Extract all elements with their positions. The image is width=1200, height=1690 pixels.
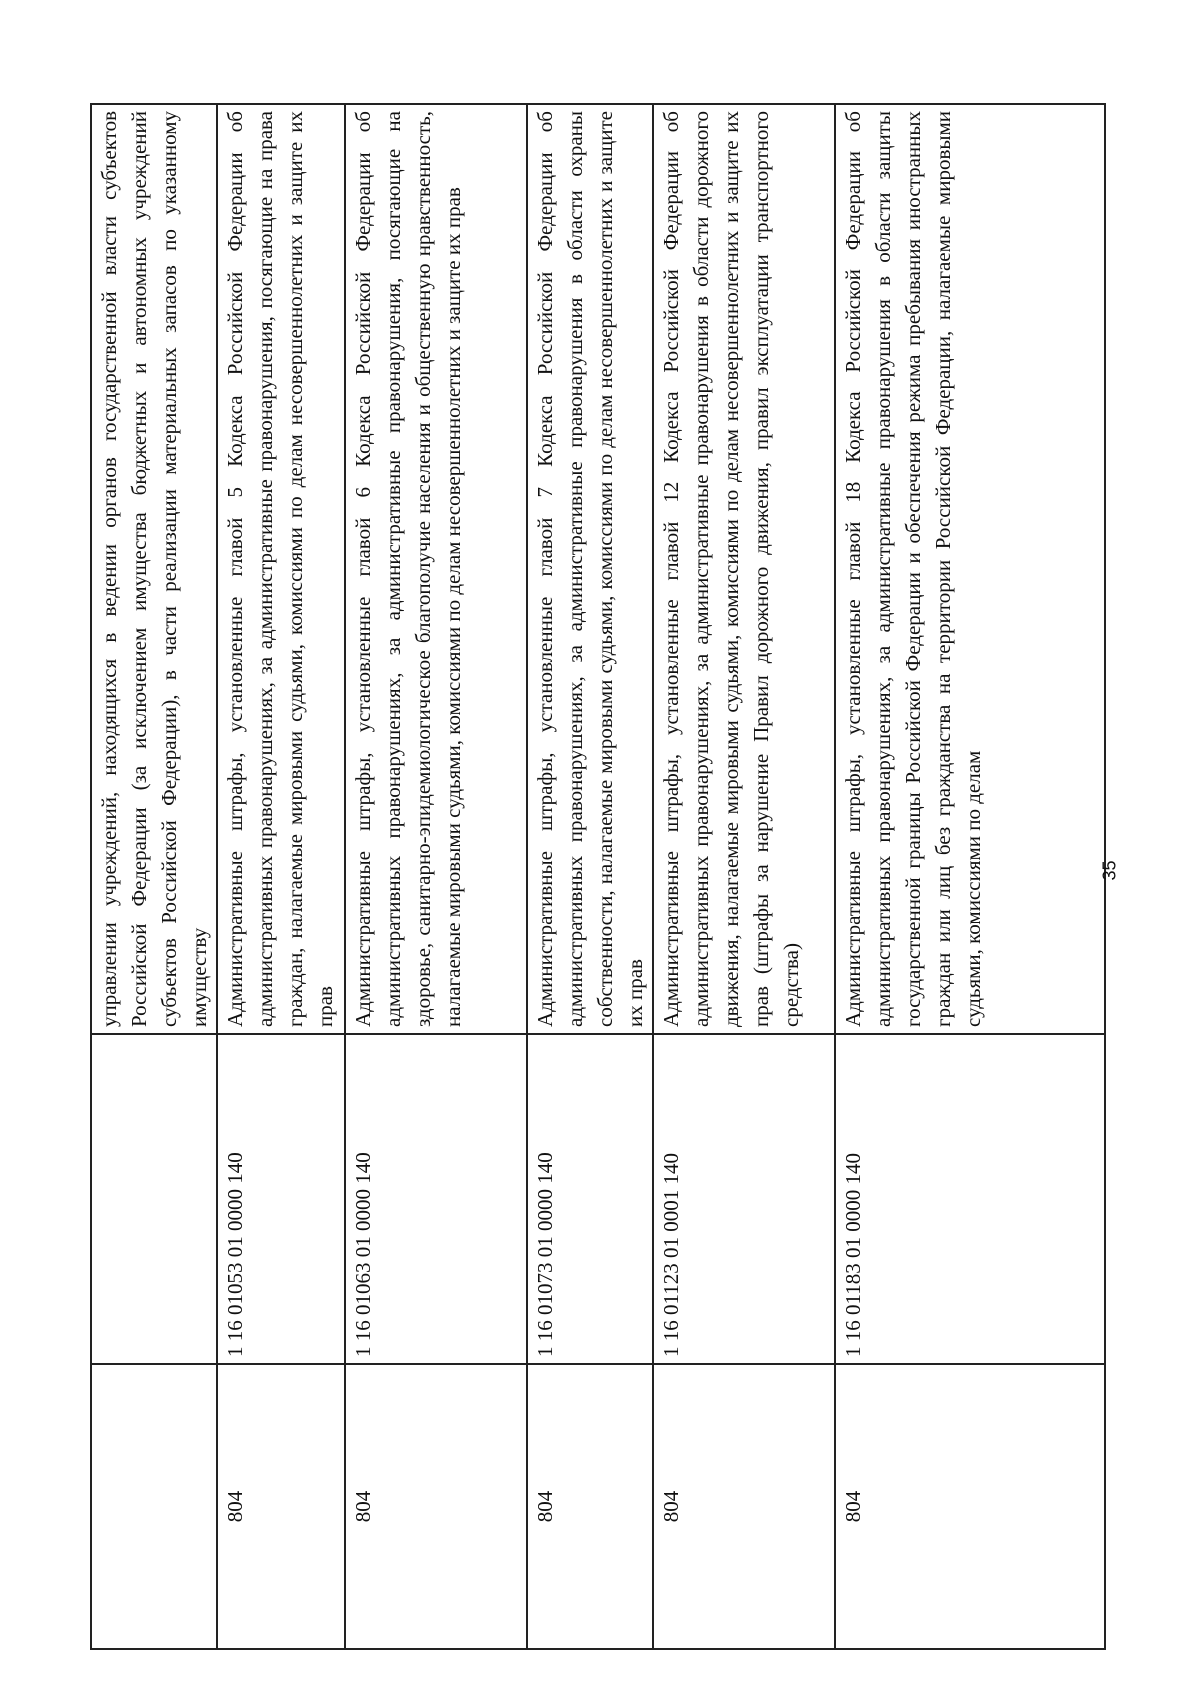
- description-cell: Административные штрафы, установленные главой 6 Кодекса Российской Федерации об административных правонарушениях, за административные правонарушения, посягающие на здоровье, санитарно-эпидемиологическое благополучие населения и общественную нравственность, налагаемые мировыми судьями, комиссиями по делам несовершеннолетних и защите их прав: [345, 104, 527, 1034]
- budget-code-cell: [91, 1034, 217, 1364]
- page-number: 35: [1099, 860, 1120, 881]
- table-row: [527, 104, 653, 1649]
- budget-code-table: [90, 103, 1106, 1650]
- budget-code-cell: 1 16 01053 01 0000 140: [217, 1034, 345, 1364]
- admin-code-cell: [91, 1364, 217, 1649]
- admin-code-cell: 804: [835, 1364, 1105, 1649]
- budget-code-cell: 1 16 01123 01 0001 140: [653, 1034, 835, 1364]
- description-cell: Административные штрафы, установленные главой 12 Кодекса Российской Федерации об административных правонарушениях, за административные правонарушения в области дорожного движения, налагаемые мировыми судьями, комиссиями по делам несовершеннолетних и защите их прав (штрафы за нарушение Правил дорожного движения, правил эксплуатации транспортного средства): [653, 104, 835, 1034]
- description-cell: Административные штрафы, установленные главой 5 Кодекса Российской Федерации об административных правонарушениях, за административные правонарушения, посягающие на права граждан, налагаемые мировыми судьями, комиссиями по делам несовершеннолетних и защите их прав: [217, 104, 345, 1034]
- admin-code-cell: 804: [653, 1364, 835, 1649]
- table-row: [217, 104, 345, 1649]
- admin-code-cell: 804: [345, 1364, 527, 1649]
- budget-code-cell: 1 16 01063 01 0000 140: [345, 1034, 527, 1364]
- table-row: [653, 104, 835, 1649]
- table-row: [91, 104, 217, 1649]
- budget-code-cell: 1 16 01073 01 0000 140: [527, 1034, 653, 1364]
- admin-code-cell: 804: [217, 1364, 345, 1649]
- description-cell: Административные штрафы, установленные главой 18 Кодекса Российской Федерации об административных правонарушениях, за административные правонарушения в области защиты государственной границы Российской Федерации и обеспечения режима пребывания иностранных граждан или лиц без гражданства на территории Российской Федерации, налагаемые мировыми судьями, комиссиями по делам: [835, 104, 1105, 1034]
- description-cell: Административные штрафы, установленные главой 7 Кодекса Российской Федерации об административных правонарушениях, за административные правонарушения в области охраны собственности, налагаемые мировыми судьями, комиссиями по делам несовершеннолетних и защите их прав: [527, 104, 653, 1034]
- table-row: [835, 104, 1105, 1649]
- description-cell: управлении учреждений, находящихся в ведении органов государственной власти субъектов Российской Федерации (за исключением имущества бюджетных и автономных учреждений субъектов Российской Федерации), в части реализации материальных запасов по указанному имуществу: [91, 104, 217, 1034]
- admin-code-cell: 804: [527, 1364, 653, 1649]
- table-row: [345, 104, 527, 1649]
- budget-code-cell: 1 16 01183 01 0000 140: [835, 1034, 1105, 1364]
